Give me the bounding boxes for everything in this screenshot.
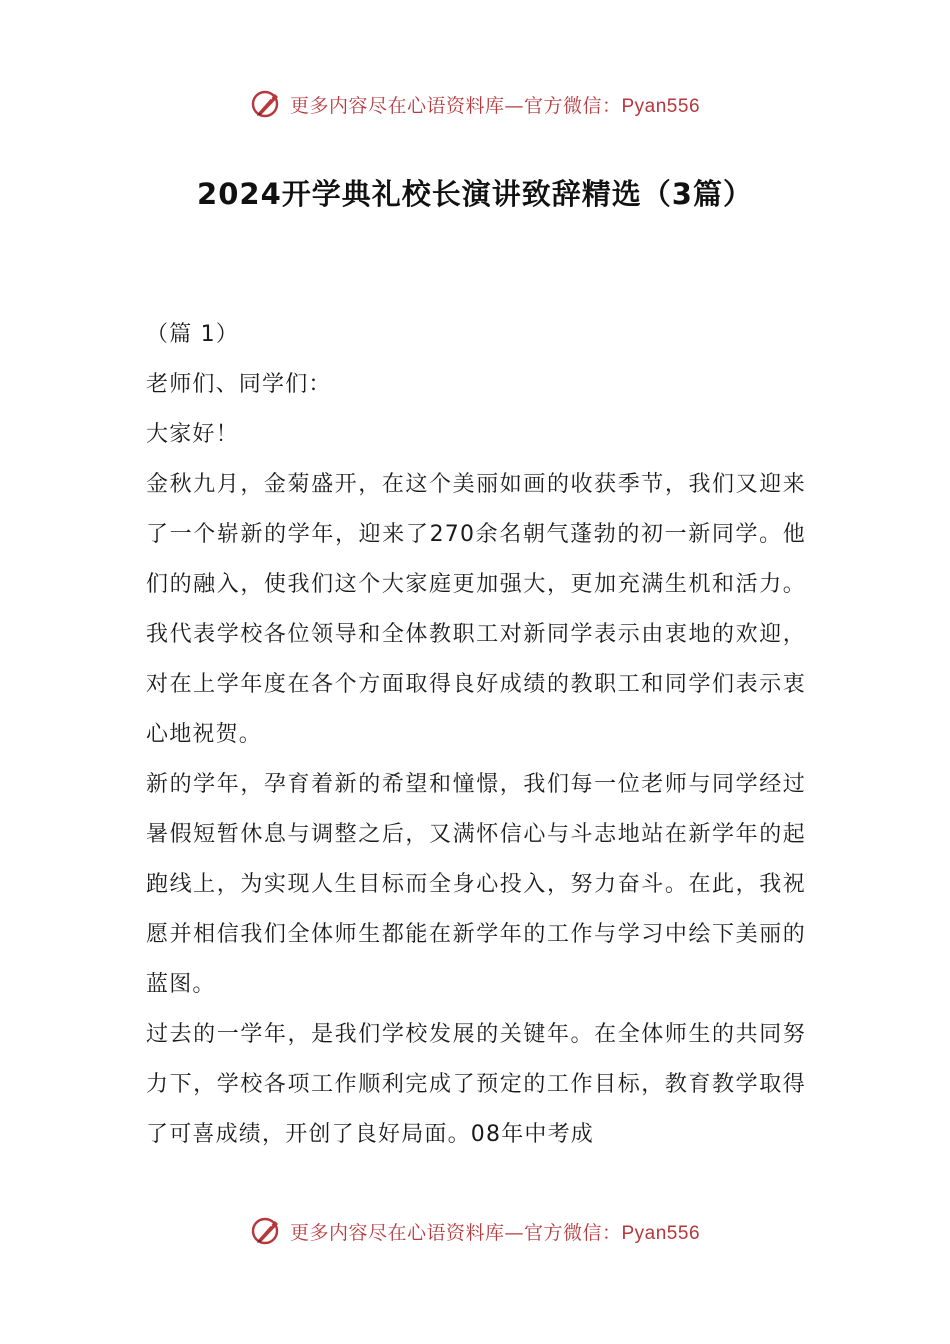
footer-banner xyxy=(0,1211,950,1251)
paragraph: 金秋九月，金菊盛开，在这个美丽如画的收获季节，我们又迎来了一个崭新的学年，迎来了270余名朝气蓬勃的初一新同学。他们的融入，使我们这个大家庭更加强大，更加充满生机和活力。我代表学校各位领导和全体教职工对新同学表示由衷地的欢迎，对在上学年度在各个方面取得良好成绩的教职工和同学们表示衷心地祝贺。 xyxy=(146,472,806,747)
banner-prefix: 更多内容尽在心语资料库—官方微信： xyxy=(289,94,622,117)
section-label: （篇 1） xyxy=(146,322,239,347)
pen-logo-icon xyxy=(250,1214,284,1248)
banner-text xyxy=(290,1218,700,1245)
wechat-id: Pyan556 xyxy=(621,1222,701,1244)
document-body xyxy=(146,310,806,1160)
hello-line: 大家好！ xyxy=(146,422,239,447)
banner-text xyxy=(290,91,700,118)
header-banner xyxy=(0,84,950,124)
wechat-id: Pyan556 xyxy=(621,95,701,117)
paragraph: 新的学年，孕育着新的希望和憧憬，我们每一位老师与同学经过暑假短暂休息与调整之后，又满怀信心与斗志地站在新学年的起跑线上，为实现人生目标而全身心投入，努力奋斗。在此，我祝愿并相信我们全体师生都能在新学年的工作与学习中绘下美丽的蓝图。 xyxy=(146,772,806,997)
banner-prefix: 更多内容尽在心语资料库—官方微信： xyxy=(289,1221,622,1244)
paragraph: 过去的一学年，是我们学校发展的关键年。在全体师生的共同努力下，学校各项工作顺利完成了预定的工作目标，教育教学取得了可喜成绩，开创了良好局面。08年中考成 xyxy=(146,1022,806,1147)
document-title: 2024开学典礼校长演讲致辞精选（3篇） xyxy=(197,177,753,211)
pen-logo-icon xyxy=(250,87,284,121)
greeting: 老师们、同学们： xyxy=(146,372,332,397)
